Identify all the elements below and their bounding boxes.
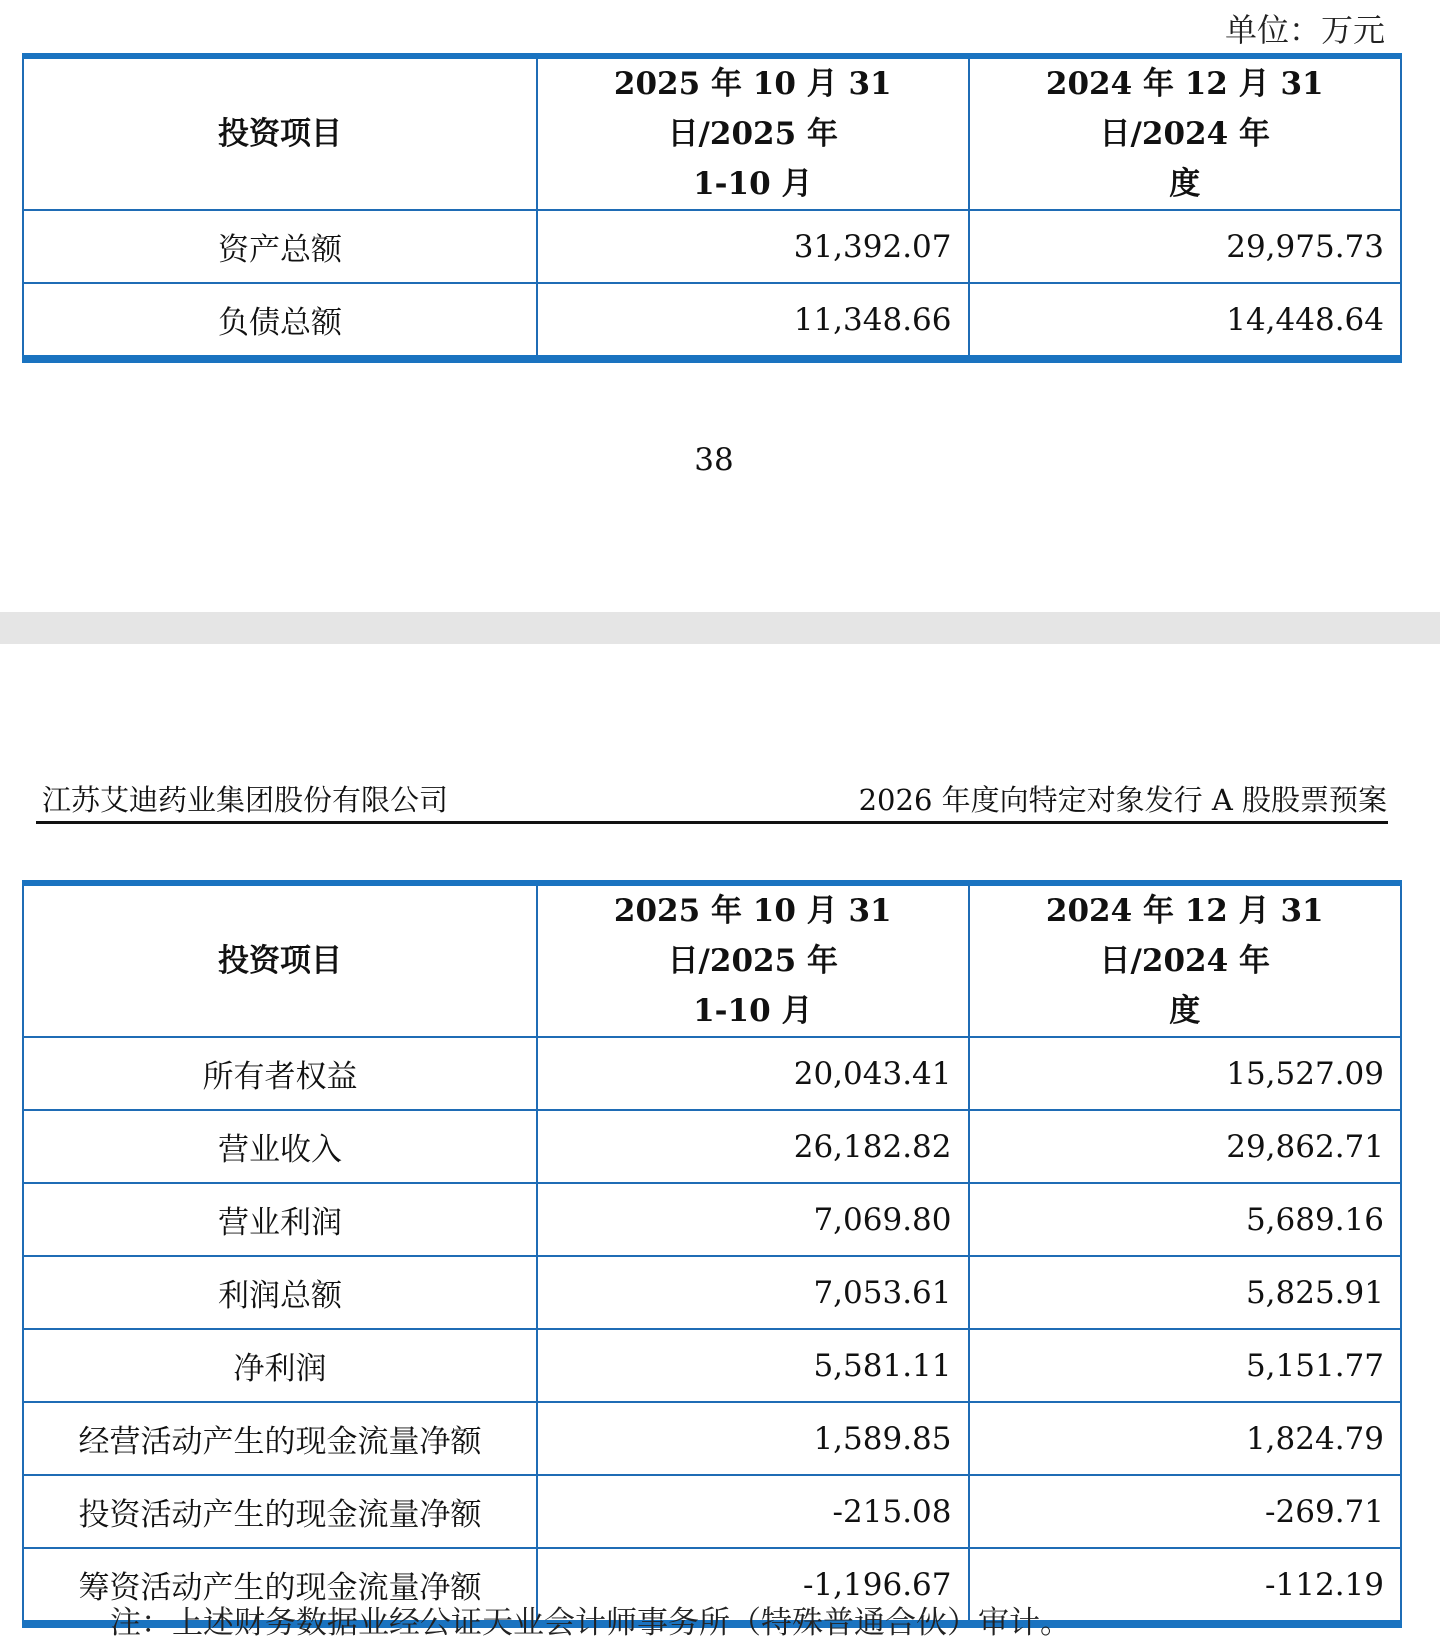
row-item: 经营活动产生的现金流量净额 xyxy=(23,1402,537,1475)
header-2024-line2: 度 xyxy=(1169,166,1201,202)
header-document-title: 2026 年度向特定对象发行 A 股股票预案 xyxy=(858,783,1387,817)
table-row xyxy=(23,283,1401,359)
header-rule xyxy=(36,821,1388,824)
header-2024-line2: 度 xyxy=(1169,993,1201,1029)
row-item: 营业利润 xyxy=(23,1183,537,1256)
header-2025-line1: 2025 年 10 月 31 日/2025 年 xyxy=(613,66,892,152)
row-value-2024: 5,151.77 xyxy=(969,1329,1402,1402)
row-item: 筹资活动产生的现金流量净额 xyxy=(23,1548,537,1624)
header-item: 投资项目 xyxy=(23,56,537,210)
row-item: 负债总额 xyxy=(23,283,537,359)
row-item: 资产总额 xyxy=(23,210,537,283)
row-item: 利润总额 xyxy=(23,1256,537,1329)
header-item: 投资项目 xyxy=(23,883,537,1037)
header-2024 xyxy=(969,56,1402,210)
row-value-2024: 5,825.91 xyxy=(969,1256,1402,1329)
row-value-2024: -112.19 xyxy=(969,1548,1402,1624)
row-value-2024: -269.71 xyxy=(969,1475,1402,1548)
row-item: 营业收入 xyxy=(23,1110,537,1183)
header-2025 xyxy=(537,56,968,210)
header-2025-line2: 1-10 月 xyxy=(693,166,813,202)
row-value-2025: 11,348.66 xyxy=(537,283,968,359)
row-item: 净利润 xyxy=(23,1329,537,1402)
page-separator xyxy=(0,612,1440,644)
row-value-2024: 15,527.09 xyxy=(969,1037,1402,1110)
table-row xyxy=(23,1402,1401,1475)
unit-label: 单位：万元 xyxy=(1224,11,1385,49)
row-value-2025: -215.08 xyxy=(537,1475,968,1548)
table-header-row xyxy=(23,56,1401,210)
table-row xyxy=(23,1110,1401,1183)
page-number: 38 xyxy=(694,442,734,478)
header-2024-line1: 2024 年 12 月 31 日/2024 年 xyxy=(1045,893,1324,979)
table-row xyxy=(23,1329,1401,1402)
header-2025 xyxy=(537,883,968,1037)
row-item: 投资活动产生的现金流量净额 xyxy=(23,1475,537,1548)
footnote: 注：上述财务数据业经公证天业会计师事务所（特殊普通合伙）审计。 xyxy=(110,1605,1071,1641)
financial-table-part2 xyxy=(22,880,1402,1628)
header-2025-line2: 1-10 月 xyxy=(693,993,813,1029)
row-value-2025: 1,589.85 xyxy=(537,1402,968,1475)
header-company: 江苏艾迪药业集团股份有限公司 xyxy=(42,783,449,817)
table-header-row xyxy=(23,883,1401,1037)
row-value-2024: 14,448.64 xyxy=(969,283,1402,359)
row-value-2025: 5,581.11 xyxy=(537,1329,968,1402)
table-row xyxy=(23,1256,1401,1329)
row-value-2024: 29,975.73 xyxy=(969,210,1402,283)
row-value-2024: 1,824.79 xyxy=(969,1402,1402,1475)
header-2024-line1: 2024 年 12 月 31 日/2024 年 xyxy=(1045,66,1324,152)
header-2024 xyxy=(969,883,1402,1037)
table-row xyxy=(23,1183,1401,1256)
row-value-2025: -1,196.67 xyxy=(537,1548,968,1624)
table-row xyxy=(23,1037,1401,1110)
header-2025-line1: 2025 年 10 月 31 日/2025 年 xyxy=(613,893,892,979)
row-item: 所有者权益 xyxy=(23,1037,537,1110)
row-value-2025: 7,053.61 xyxy=(537,1256,968,1329)
row-value-2024: 29,862.71 xyxy=(969,1110,1402,1183)
row-value-2025: 26,182.82 xyxy=(537,1110,968,1183)
row-value-2024: 5,689.16 xyxy=(969,1183,1402,1256)
row-value-2025: 7,069.80 xyxy=(537,1183,968,1256)
financial-table-part1 xyxy=(22,53,1402,363)
table-row xyxy=(23,1475,1401,1548)
row-value-2025: 31,392.07 xyxy=(537,210,968,283)
table-row xyxy=(23,210,1401,283)
row-value-2025: 20,043.41 xyxy=(537,1037,968,1110)
